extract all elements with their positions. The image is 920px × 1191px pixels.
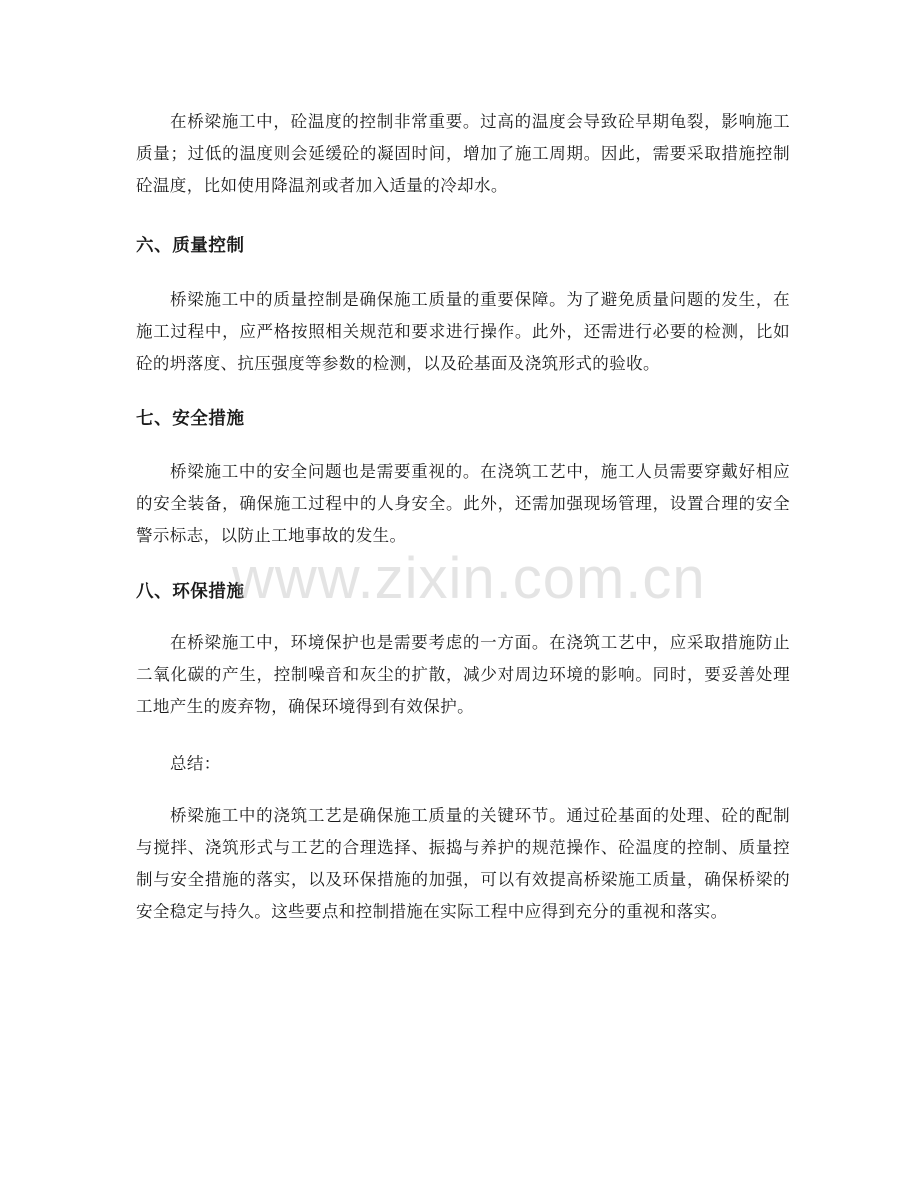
watermark: www.zixin.com.cn <box>232 546 706 611</box>
heading-safety-measures: 七、安全措施 <box>136 409 245 429</box>
summary-label: 总结： <box>170 754 221 773</box>
heading-environmental-measures: 八、环保措施 <box>136 582 245 602</box>
heading-quality-control: 六、质量控制 <box>136 236 245 256</box>
paragraph-environmental-measures: 在桥梁施工中，环境保护也是需要考虑的一方面。在浇筑工艺中，应采取措施防止二氧化碳的产生，控制噪音和灰尘的扩散，减少对周边环境的影响。同时，要妥善处理工地产生的废弃物，确保环境得到有效保护。 <box>136 633 790 716</box>
paragraph-safety-measures: 桥梁施工中的安全问题也是需要重视的。在浇筑工艺中，施工人员需要穿戴好相应的安全装备，确保施工过程中的人身安全。此外，还需加强现场管理，设置合理的安全警示标志，以防止工地事故的发生。 <box>136 462 790 545</box>
paragraph-quality-control: 桥梁施工中的质量控制是确保施工质量的重要保障。为了避免质量问题的发生，在施工过程中，应严格按照相关规范和要求进行操作。此外，还需进行必要的检测，比如砼的坍落度、抗压强度等参数的检测，以及砼基面及浇筑形式的验收。 <box>136 290 790 373</box>
paragraph-summary: 桥梁施工中的浇筑工艺是确保施工质量的关键环节。通过砼基面的处理、砼的配制与搅拌、浇筑形式与工艺的合理选择、振捣与养护的规范操作、砼温度的控制、质量控制与安全措施的落实，以及环保措施的加强，可以有效提高桥梁施工质量，确保桥梁的安全稳定与持久。这些要点和控制措施在实际工程中应得到充分的重视和落实。 <box>136 806 790 921</box>
paragraph-temperature-control: 在桥梁施工中，砼温度的控制非常重要。过高的温度会导致砼早期龟裂，影响施工质量；过低的温度则会延缓砼的凝固时间，增加了施工周期。因此，需要采取措施控制砼温度，比如使用降温剂或者加入适量的冷却水。 <box>136 112 790 195</box>
